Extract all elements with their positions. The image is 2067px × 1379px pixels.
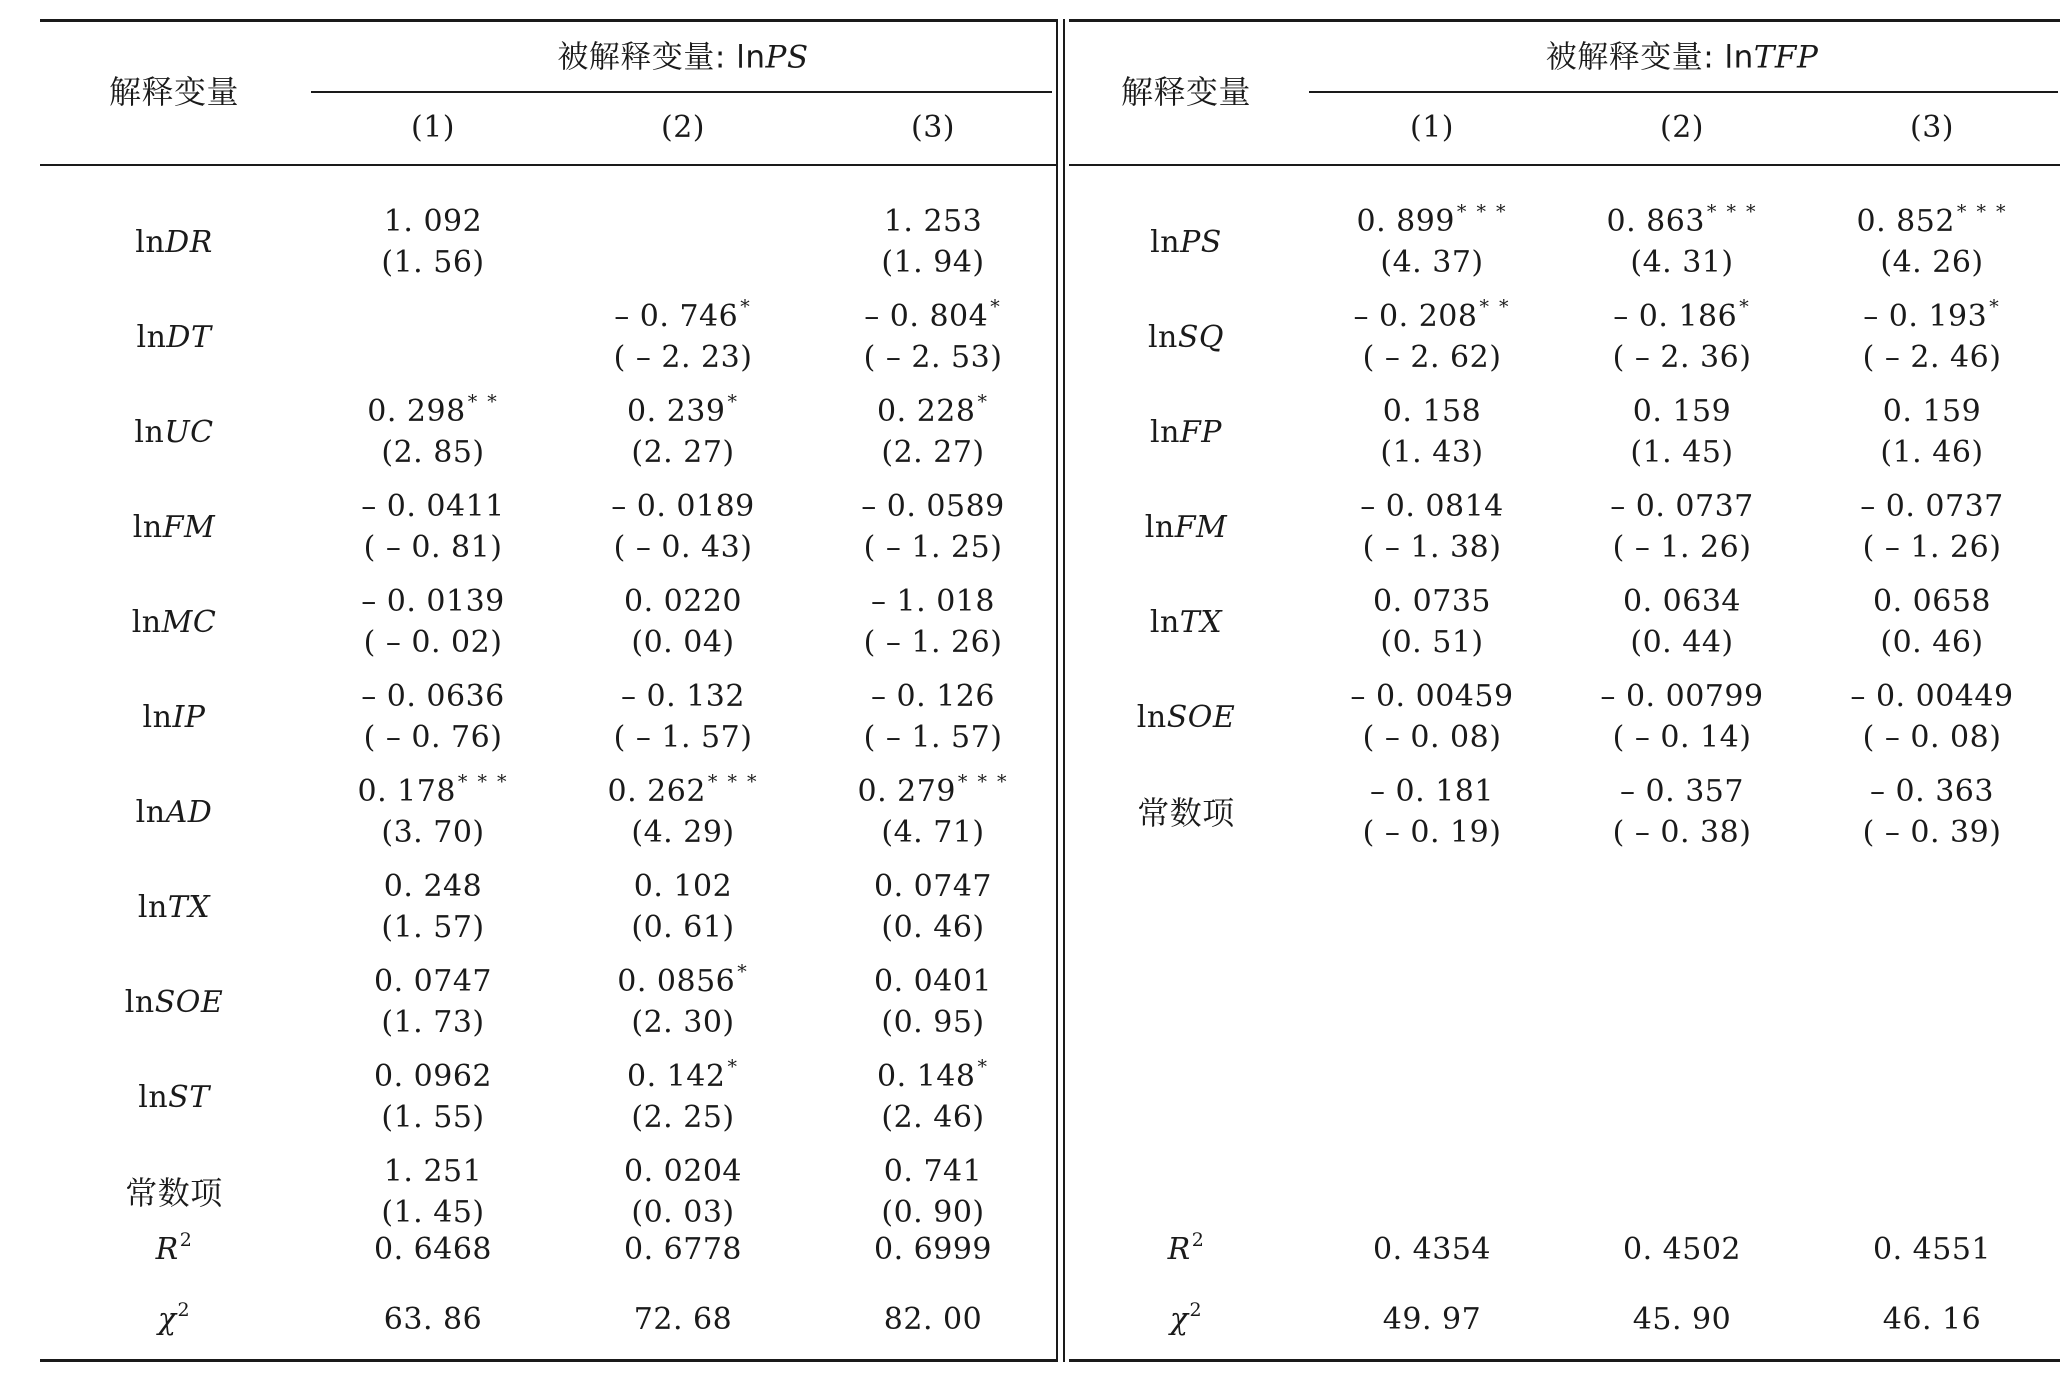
coefficient-value: 0. 741: [883, 1154, 983, 1189]
left-tstat-cell: (1. 73): [381, 1005, 485, 1040]
log-prefix: ln: [132, 509, 163, 545]
coefficient-value: 0. 863: [1606, 204, 1705, 239]
coefficient-value: – 0. 0636: [361, 679, 505, 714]
coefficient-value: 0. 228: [877, 394, 976, 429]
right-r-squared-label: [1167, 1229, 1205, 1267]
left-row-label: 常数项: [125, 1173, 223, 1212]
coefficient-value: – 0. 804: [864, 299, 989, 334]
right-tstat-cell: (1. 43): [1380, 435, 1484, 470]
right-coef-cell: [1372, 584, 1492, 619]
left-tstat-cell: ( – 1. 57): [863, 720, 1003, 755]
left-tstat-cell: (1. 45): [381, 1195, 485, 1230]
left-tstat-cell: ( – 0. 81): [363, 530, 503, 565]
right-dependent-prefix: 被解释变量: ln: [1545, 39, 1754, 76]
coefficient-value: 0. 102: [633, 869, 733, 904]
right-tstat-cell: ( – 0. 38): [1612, 815, 1752, 850]
coefficient-value: 0. 0735: [1372, 584, 1492, 619]
left-coef-cell: [373, 1059, 493, 1094]
coefficient-value: – 0. 00459: [1350, 679, 1514, 714]
variable-name: PS: [1180, 224, 1222, 260]
coefficient-value: 0. 0747: [373, 964, 493, 999]
coefficient-value: 0. 0962: [373, 1059, 493, 1094]
variable-name: TX: [1179, 604, 1223, 640]
left-tstat-cell: (0. 90): [881, 1195, 985, 1230]
left-row-label: [135, 224, 213, 260]
right-tstat-cell: (0. 44): [1630, 625, 1734, 660]
left-coef-cell: [383, 869, 483, 904]
right-column-header-1: (1): [1410, 110, 1454, 145]
left-tstat-cell: (2. 27): [881, 435, 985, 470]
left-tstat-cell: ( – 2. 53): [863, 340, 1003, 375]
log-prefix: ln: [124, 984, 155, 1020]
left-row-label: [124, 984, 224, 1020]
left-coef-cell: [877, 391, 989, 429]
r-squared-symbol: R: [1167, 1232, 1191, 1267]
right-tstat-cell: (0. 51): [1380, 625, 1484, 660]
coefficient-value: – 0. 186: [1613, 299, 1738, 334]
right-coef-cell: [1610, 489, 1754, 524]
left-coef-cell: [621, 679, 745, 714]
coefficient-value: 0. 899: [1356, 204, 1455, 239]
significance-stars: * *: [1479, 296, 1511, 318]
left-coef-cell: [361, 489, 505, 524]
coefficient-value: 0. 159: [1882, 394, 1982, 429]
right-column-header-2: (2): [1660, 110, 1704, 145]
left-column-header-1: (1): [411, 110, 455, 145]
right-tstat-cell: ( – 0. 08): [1362, 720, 1502, 755]
right-chi-squared-value: 45. 90: [1632, 1302, 1732, 1337]
right-tstat-cell: ( – 1. 38): [1362, 530, 1502, 565]
right-chi-squared-value: 49. 97: [1382, 1302, 1482, 1337]
significance-stars: *: [977, 391, 989, 413]
coefficient-value: – 0. 0139: [361, 584, 505, 619]
left-tstat-cell: (1. 56): [381, 245, 485, 280]
right-coef-cell: [1870, 774, 1994, 809]
coefficient-value: – 0. 0189: [611, 489, 755, 524]
right-tstat-cell: (1. 45): [1630, 435, 1734, 470]
coefficient-value: – 0. 00449: [1850, 679, 2014, 714]
left-tstat-cell: (0. 03): [631, 1195, 735, 1230]
coefficient-value: – 0. 363: [1870, 774, 1994, 809]
right-tstat-cell: ( – 2. 36): [1612, 340, 1752, 375]
chi-squared-symbol: χ: [1169, 1302, 1189, 1337]
significance-stars: *: [977, 1056, 989, 1078]
coefficient-value: 1. 253: [883, 204, 983, 239]
log-prefix: ln: [131, 604, 162, 640]
left-row-label: [138, 1079, 210, 1115]
coefficient-value: – 0. 0737: [1610, 489, 1754, 524]
left-coef-cell: [373, 964, 493, 999]
coefficient-value: 0. 0220: [623, 584, 743, 619]
left-tstat-cell: (1. 55): [381, 1100, 485, 1135]
right-dependent-header: [1545, 39, 1819, 76]
left-tstat-cell: (2. 27): [631, 435, 735, 470]
log-prefix: ln: [1136, 699, 1167, 735]
right-coef-cell: [1360, 489, 1504, 524]
right-row-label: [1150, 224, 1222, 260]
significance-stars: *: [740, 296, 752, 318]
right-tstat-cell: ( – 1. 26): [1862, 530, 2002, 565]
left-coef-cell: [861, 489, 1005, 524]
right-coef-cell: [1370, 774, 1494, 809]
coefficient-value: 0. 248: [383, 869, 483, 904]
right-row-label: [1149, 604, 1223, 640]
right-column-header-3: (3): [1910, 110, 1954, 145]
left-tstat-cell: (0. 61): [631, 910, 735, 945]
coefficient-value: – 0. 126: [871, 679, 995, 714]
coefficient-value: – 0. 0411: [361, 489, 505, 524]
log-prefix: ln: [1147, 319, 1178, 355]
left-row-label: [137, 889, 211, 925]
left-coef-cell: [871, 679, 995, 714]
left-column-header-3: (3): [911, 110, 955, 145]
log-prefix: ln: [138, 1079, 169, 1115]
coefficient-value: – 1. 018: [871, 584, 995, 619]
significance-stars: * * *: [1456, 201, 1508, 223]
left-r-squared-value: 0. 6468: [373, 1232, 493, 1267]
coefficient-value: – 0. 0589: [861, 489, 1005, 524]
right-tstat-cell: ( – 0. 19): [1362, 815, 1502, 850]
left-tstat-cell: ( – 0. 02): [363, 625, 503, 660]
significance-stars: * * *: [1956, 201, 2008, 223]
left-coef-cell: [864, 296, 1002, 334]
significance-stars: * * *: [457, 771, 509, 793]
significance-stars: * * *: [707, 771, 759, 793]
log-prefix: ln: [135, 794, 166, 830]
right-coef-cell: [1872, 584, 1992, 619]
right-chi-squared-value: 46. 16: [1882, 1302, 1982, 1337]
right-tstat-cell: ( – 2. 46): [1862, 340, 2002, 375]
r-squared-exponent: 2: [1191, 1229, 1205, 1251]
significance-stars: * * *: [1706, 201, 1758, 223]
right-coef-cell: [1613, 296, 1751, 334]
left-row-label: [132, 509, 216, 545]
coefficient-value: 0. 239: [627, 394, 726, 429]
coefficient-value: – 0. 00799: [1600, 679, 1764, 714]
log-prefix: ln: [1150, 414, 1180, 450]
left-row-label: [136, 319, 212, 355]
right-coef-cell: [1606, 201, 1758, 239]
chi-squared-symbol: χ: [157, 1302, 177, 1337]
left-coef-cell: [857, 771, 1009, 809]
left-coef-cell: [357, 771, 509, 809]
right-tstat-cell: ( – 0. 14): [1612, 720, 1752, 755]
left-coef-cell: [607, 771, 759, 809]
bottom-rule-left: [40, 1359, 1056, 1362]
left-tstat-cell: (0. 04): [631, 625, 735, 660]
left-coef-cell: [361, 584, 505, 619]
coefficient-value: – 0. 0737: [1860, 489, 2004, 524]
right-r-squared-value: 0. 4502: [1622, 1232, 1742, 1267]
coefficient-value: 0. 158: [1382, 394, 1482, 429]
right-tstat-cell: ( – 0. 39): [1862, 815, 2002, 850]
right-row-label: [1144, 509, 1228, 545]
significance-stars: *: [1989, 296, 2001, 318]
log-prefix: ln: [142, 699, 173, 735]
coefficient-value: 1. 092: [383, 204, 483, 239]
left-tstat-cell: ( – 1. 26): [863, 625, 1003, 660]
left-coef-cell: [361, 679, 505, 714]
bottom-rule-right: [1069, 1359, 2060, 1362]
variable-name: FP: [1179, 414, 1222, 450]
variable-name: DT: [166, 319, 212, 355]
coefficient-value: 0. 148: [877, 1059, 976, 1094]
right-coef-cell: [1863, 296, 2001, 334]
log-prefix: ln: [137, 889, 168, 925]
variable-name: TX: [167, 889, 211, 925]
left-tstat-cell: (2. 25): [631, 1100, 735, 1135]
left-tstat-cell: (1. 94): [881, 245, 985, 280]
log-prefix: ln: [1144, 509, 1175, 545]
coefficient-value: 0. 0658: [1872, 584, 1992, 619]
coefficient-value: – 0. 208: [1353, 299, 1478, 334]
left-tstat-cell: (2. 30): [631, 1005, 735, 1040]
right-r-squared-value: 0. 4354: [1372, 1232, 1492, 1267]
variable-name: AD: [165, 794, 213, 830]
log-prefix: ln: [1150, 224, 1181, 260]
left-chi-squared-value: 63. 86: [383, 1302, 483, 1337]
coefficient-value: – 0. 0814: [1360, 489, 1504, 524]
right-var-header: 解释变量: [1120, 73, 1252, 111]
variable-name: IP: [172, 699, 206, 735]
right-coef-cell: [1382, 394, 1482, 429]
right-tstat-cell: (1. 46): [1880, 435, 1984, 470]
panel-separator-left: [1056, 19, 1058, 1362]
left-tstat-cell: (0. 46): [881, 910, 985, 945]
coefficient-value: – 0. 193: [1863, 299, 1988, 334]
header-subrule-left: [311, 91, 1052, 93]
coefficient-value: 0. 0747: [873, 869, 993, 904]
left-coef-cell: [877, 1056, 989, 1094]
header-subrule-right: [1309, 91, 2058, 93]
variable-name: SOE: [154, 984, 224, 1020]
right-coef-cell: [1620, 774, 1744, 809]
variable-name: SOE: [1166, 699, 1236, 735]
left-r-squared-value: 0. 6778: [623, 1232, 743, 1267]
coefficient-value: – 0. 181: [1370, 774, 1494, 809]
variable-name: DR: [165, 224, 213, 260]
left-dependent-header: [557, 39, 809, 76]
left-row-label: [131, 604, 217, 640]
coefficient-value: 1. 251: [383, 1154, 483, 1189]
left-column-header-2: (2): [661, 110, 705, 145]
right-row-label: 常数项: [1137, 793, 1235, 832]
left-coef-cell: [617, 961, 749, 999]
left-coef-cell: [633, 869, 733, 904]
right-coef-cell: [1632, 394, 1732, 429]
r-squared-exponent: 2: [179, 1229, 193, 1251]
left-tstat-cell: (2. 85): [381, 435, 485, 470]
r-squared-symbol: R: [155, 1232, 179, 1267]
left-row-label: [134, 414, 214, 450]
left-tstat-cell: (2. 46): [881, 1100, 985, 1135]
left-coef-cell: [873, 869, 993, 904]
left-coef-cell: [367, 391, 499, 429]
right-coef-cell: [1622, 584, 1742, 619]
right-coef-cell: [1856, 201, 2008, 239]
left-dependent-var: PS: [765, 39, 809, 76]
left-coef-cell: [383, 1154, 483, 1189]
coefficient-value: – 0. 132: [621, 679, 745, 714]
chi-squared-exponent: 2: [1189, 1299, 1203, 1321]
chi-squared-exponent: 2: [177, 1299, 191, 1321]
coefficient-value: – 0. 357: [1620, 774, 1744, 809]
significance-stars: *: [990, 296, 1002, 318]
variable-name: FM: [162, 509, 216, 545]
coefficient-value: 0. 0204: [623, 1154, 743, 1189]
right-tstat-cell: (4. 26): [1880, 245, 1984, 280]
left-tstat-cell: (4. 71): [881, 815, 985, 850]
left-tstat-cell: (1. 57): [381, 910, 485, 945]
significance-stars: * * *: [957, 771, 1009, 793]
right-coef-cell: [1850, 679, 2014, 714]
right-coef-cell: [1353, 296, 1511, 334]
top-rule-right: [1069, 19, 2060, 22]
coefficient-value: 0. 178: [357, 774, 456, 809]
left-chi-squared-label: [157, 1299, 191, 1337]
left-coef-cell: [614, 296, 752, 334]
significance-stars: *: [727, 391, 739, 413]
log-prefix: ln: [134, 414, 165, 450]
coefficient-value: 0. 0856: [617, 964, 736, 999]
left-coef-cell: [611, 489, 755, 524]
variable-name: MC: [161, 604, 217, 640]
significance-stars: *: [727, 1056, 739, 1078]
left-tstat-cell: (3. 70): [381, 815, 485, 850]
coefficient-value: 0. 159: [1632, 394, 1732, 429]
top-rule-left: [40, 19, 1056, 22]
left-coef-cell: [871, 584, 995, 619]
right-row-label: [1150, 414, 1222, 450]
left-coef-cell: [627, 1056, 739, 1094]
left-tstat-cell: (0. 95): [881, 1005, 985, 1040]
left-coef-cell: [883, 1154, 983, 1189]
left-coef-cell: [623, 1154, 743, 1189]
right-tstat-cell: (0. 46): [1880, 625, 1984, 660]
right-coef-cell: [1350, 679, 1514, 714]
right-chi-squared-label: [1169, 1299, 1203, 1337]
significance-stars: *: [1739, 296, 1751, 318]
coefficient-value: 0. 279: [857, 774, 956, 809]
left-coef-cell: [883, 204, 983, 239]
right-tstat-cell: ( – 1. 26): [1612, 530, 1752, 565]
right-dependent-var: TFP: [1753, 39, 1819, 76]
left-r-squared-value: 0. 6999: [873, 1232, 993, 1267]
right-coef-cell: [1860, 489, 2004, 524]
coefficient-value: 0. 142: [627, 1059, 726, 1094]
left-coef-cell: [383, 204, 483, 239]
log-prefix: ln: [136, 319, 167, 355]
left-coef-cell: [623, 584, 743, 619]
header-rule-right: [1069, 164, 2060, 166]
coefficient-value: 0. 262: [607, 774, 706, 809]
variable-name: SQ: [1177, 319, 1225, 355]
log-prefix: ln: [1149, 604, 1180, 640]
left-tstat-cell: ( – 0. 76): [363, 720, 503, 755]
left-tstat-cell: (4. 29): [631, 815, 735, 850]
significance-stars: *: [737, 961, 749, 983]
variable-name: UC: [164, 414, 214, 450]
right-row-label: [1136, 699, 1236, 735]
significance-stars: * *: [467, 391, 499, 413]
right-tstat-cell: (4. 37): [1380, 245, 1484, 280]
right-coef-cell: [1356, 201, 1508, 239]
right-coef-cell: [1882, 394, 1982, 429]
left-row-label: [135, 794, 213, 830]
variable-name: ST: [168, 1079, 210, 1115]
coefficient-value: – 0. 746: [614, 299, 739, 334]
left-tstat-cell: ( – 0. 43): [613, 530, 753, 565]
right-tstat-cell: (4. 31): [1630, 245, 1734, 280]
panel-separator-right: [1063, 19, 1065, 1362]
coefficient-value: 0. 0401: [873, 964, 993, 999]
left-coef-cell: [627, 391, 739, 429]
right-r-squared-value: 0. 4551: [1872, 1232, 1992, 1267]
right-coef-cell: [1600, 679, 1764, 714]
log-prefix: ln: [135, 224, 166, 260]
right-tstat-cell: ( – 0. 08): [1862, 720, 2002, 755]
header-rule-left: [40, 164, 1056, 166]
left-coef-cell: [873, 964, 993, 999]
left-r-squared-label: [155, 1229, 193, 1267]
left-tstat-cell: ( – 2. 23): [613, 340, 753, 375]
left-var-header: 解释变量: [108, 73, 240, 111]
coefficient-value: 0. 298: [367, 394, 466, 429]
left-tstat-cell: ( – 1. 57): [613, 720, 753, 755]
left-row-label: [142, 699, 206, 735]
coefficient-value: 0. 0634: [1622, 584, 1742, 619]
variable-name: FM: [1174, 509, 1228, 545]
left-chi-squared-value: 72. 68: [633, 1302, 733, 1337]
left-tstat-cell: ( – 1. 25): [863, 530, 1003, 565]
right-row-label: [1147, 319, 1225, 355]
left-dependent-prefix: 被解释变量: ln: [557, 39, 766, 76]
coefficient-value: 0. 852: [1856, 204, 1955, 239]
right-tstat-cell: ( – 2. 62): [1362, 340, 1502, 375]
left-chi-squared-value: 82. 00: [883, 1302, 983, 1337]
